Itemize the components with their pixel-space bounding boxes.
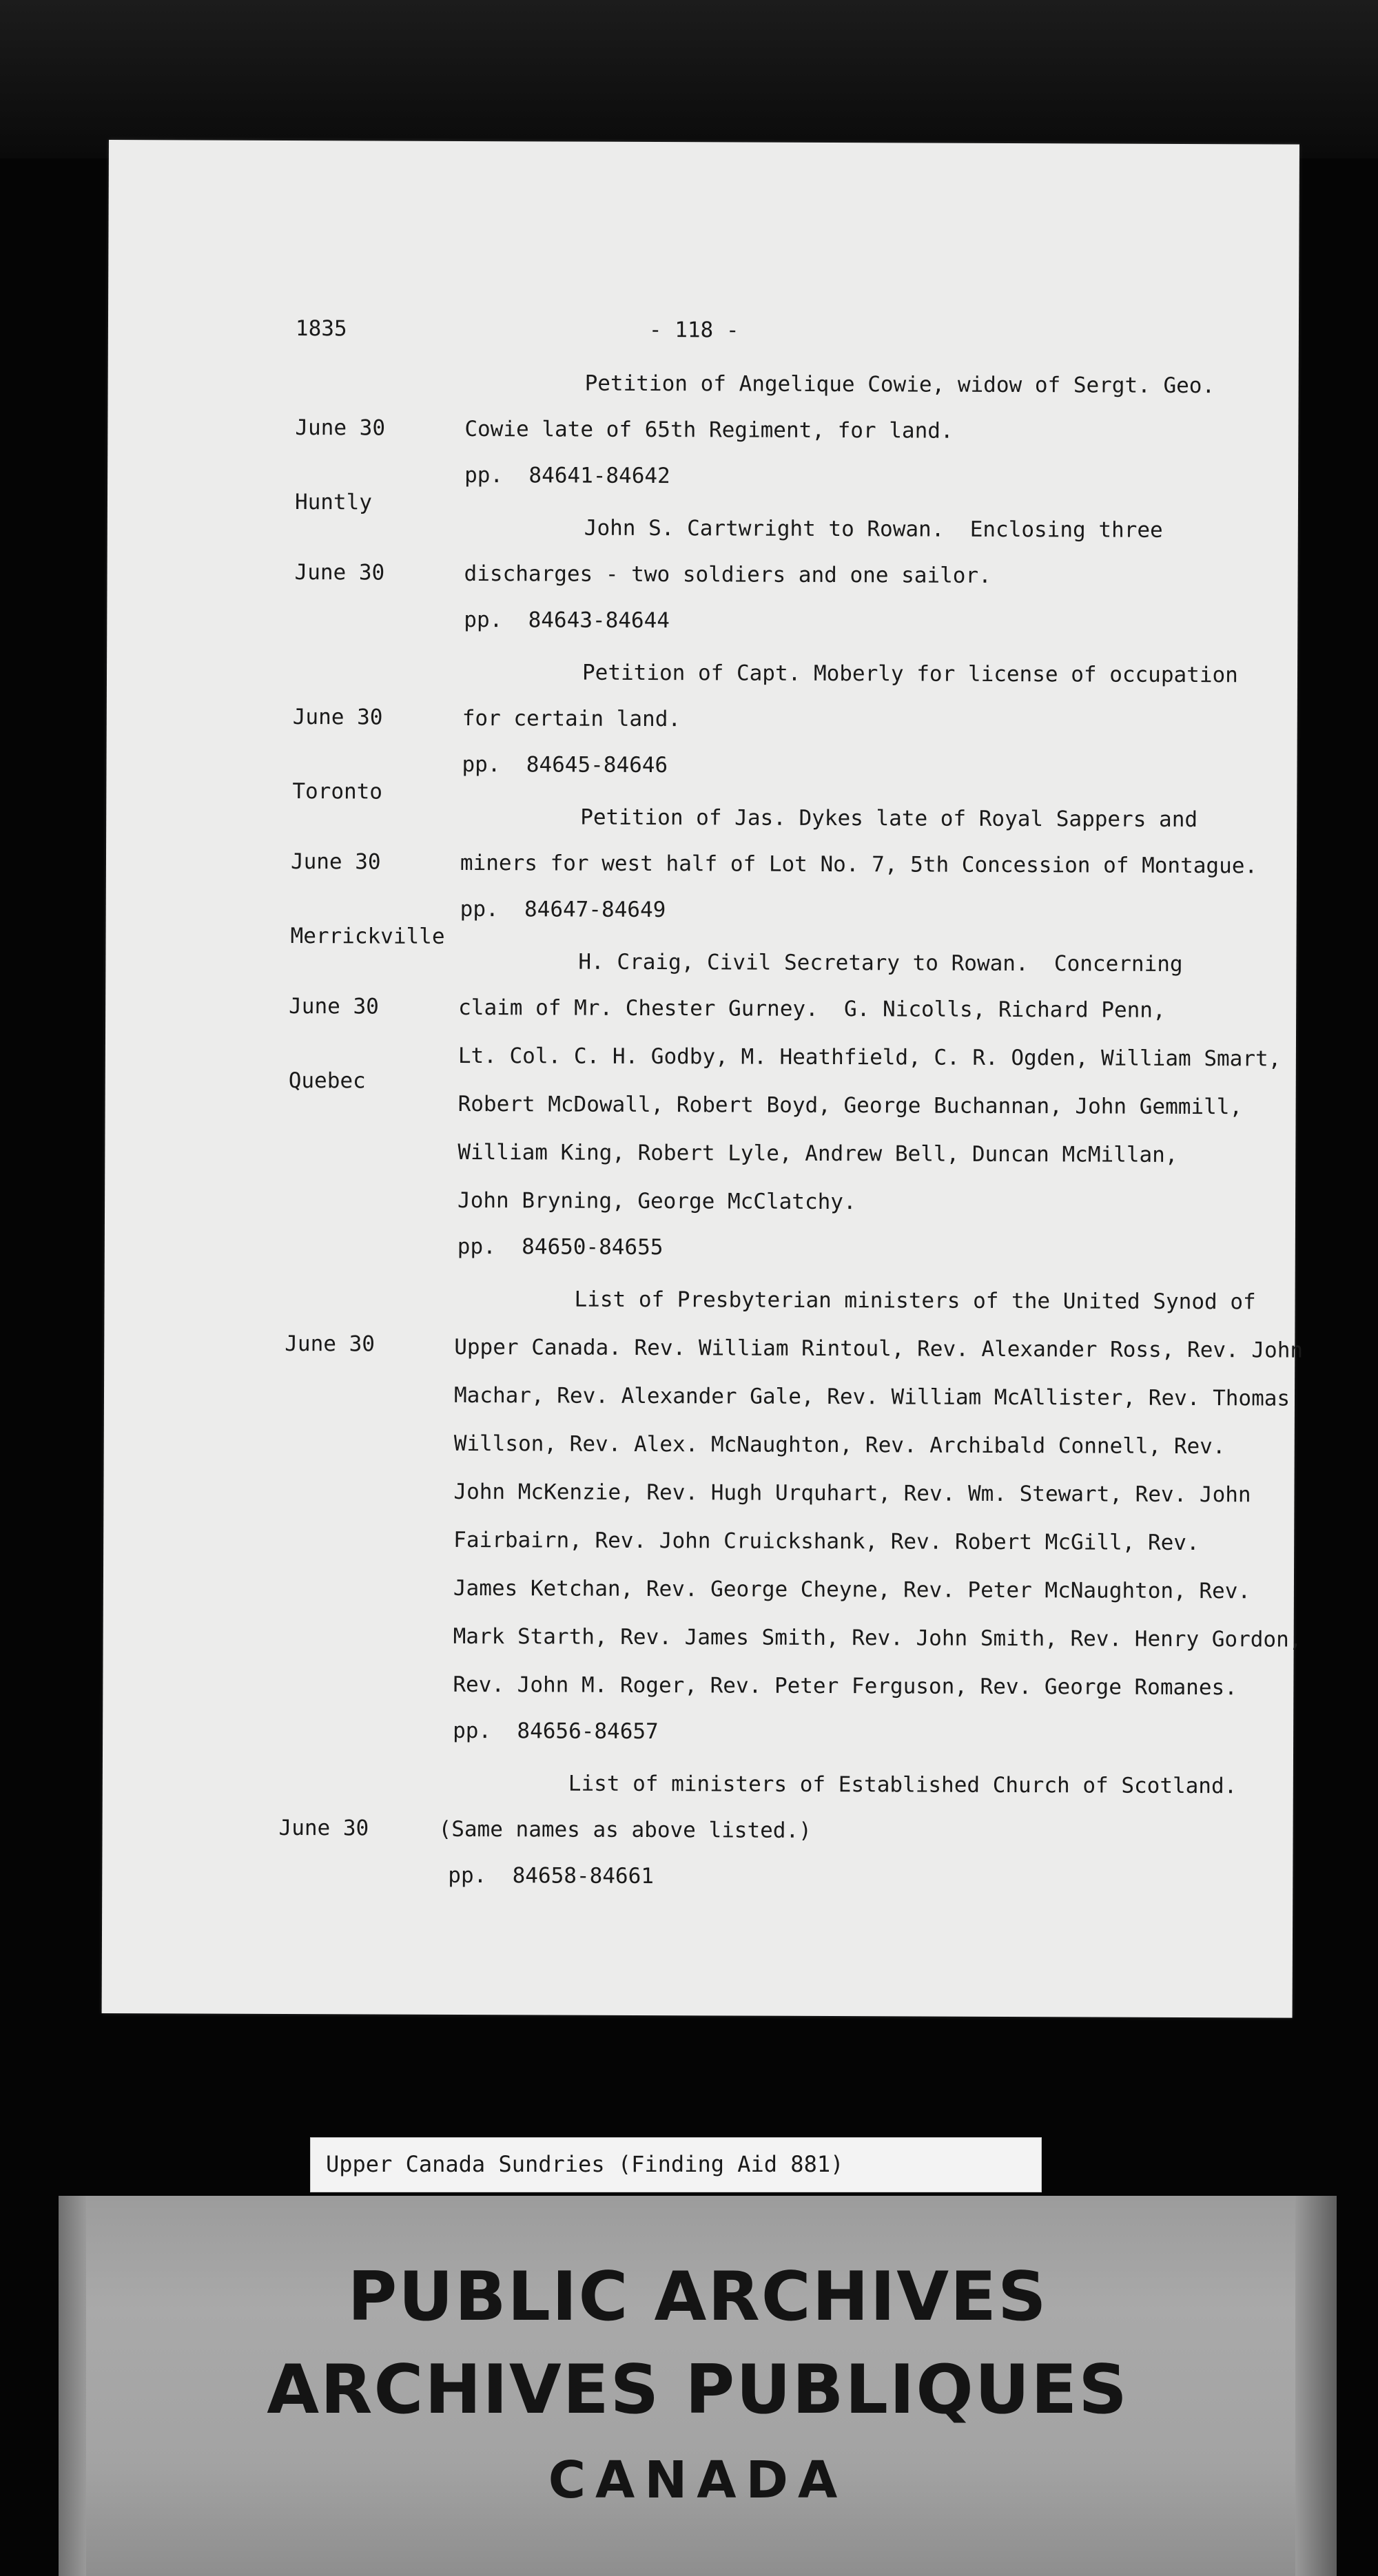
- entry-date: [288, 944, 379, 1143]
- scan-background: [0, 0, 1378, 158]
- banner-title-french: ARCHIVES PUBLIQUES: [267, 2351, 1129, 2429]
- entry-date-text: June 30: [289, 994, 379, 1019]
- document-page: [102, 140, 1304, 2018]
- entry-date-text: June 30: [292, 705, 383, 730]
- entry-text-line: John S. Cartwright to Rowan. Enclosing three: [584, 515, 1163, 543]
- entry-text-line: Lt. Col. C. H. Godby, M. Heathfield, C. R. Ogden, William Smart,: [457, 1043, 1282, 1072]
- entry-date-text: June 30: [294, 560, 385, 585]
- banner-title-english: PUBLIC ARCHIVES: [347, 2258, 1048, 2336]
- entry-pages: pp. 84647-84649: [460, 896, 666, 923]
- entry-date: [294, 510, 384, 635]
- entry-text-line: Petition of Angelique Cowie, widow of Sergt. Geo.: [584, 371, 1215, 399]
- entry-date-text: June 30: [290, 849, 381, 875]
- entry-pages: pp. 84656-84657: [453, 1718, 659, 1745]
- entry-place-text: Merrickville: [290, 924, 445, 949]
- entry-text-line: Fairbairn, Rev. John Cruickshank, Rev. Robert McGill, Rev.: [453, 1527, 1200, 1556]
- page-number: - 118 -: [648, 318, 739, 343]
- entry-date-text: June 30: [278, 1815, 369, 1841]
- entry-date-text: June 30: [295, 415, 386, 441]
- banner-country: CANADA: [548, 2451, 847, 2510]
- entry-text-line: discharges - two soldiers and one sailor.: [464, 561, 991, 588]
- entry-pages: pp. 84658-84661: [448, 1862, 655, 1889]
- finding-aid-label-text: Upper Canada Sundries (Finding Aid 881): [326, 2151, 844, 2177]
- entry-text-line: James Ketchan, Rev. George Cheyne, Rev. Peter McNaughton, Rev.: [453, 1575, 1251, 1604]
- entry-date-text: June 30: [285, 1331, 376, 1357]
- finding-aid-label: [310, 2137, 1042, 2192]
- entry-pages: pp. 84643-84644: [464, 607, 670, 634]
- entry-text-line: Willson, Rev. Alex. McNaughton, Rev. Archibald Connell, Rev.: [453, 1431, 1226, 1460]
- entry-text-line: Machar, Rev. Alexander Gale, Rev. William McAllister, Rev. Thomas: [453, 1382, 1290, 1411]
- entry-place-text: Quebec: [288, 1068, 366, 1094]
- entry-pages: pp. 84645-84646: [462, 751, 668, 778]
- entry-pages: pp. 84650-84655: [457, 1234, 664, 1260]
- entry-pages: pp. 84641-84642: [464, 462, 670, 489]
- document-year: 1835: [295, 316, 347, 342]
- entry-text-line: Cowie late of 65th Regiment, for land.: [464, 416, 954, 444]
- entry-text-line: List of Presbyterian ministers of the United Synod of: [574, 1287, 1256, 1315]
- entry-date: [278, 1766, 369, 1891]
- entry-text-line: Petition of Jas. Dykes late of Royal Sappers and: [580, 804, 1198, 833]
- entry-text-line: (Same names as above listed.): [438, 1816, 812, 1843]
- entry-text-line: John McKenzie, Rev. Hugh Urquhart, Rev. Wm. Stewart, Rev. John: [453, 1479, 1251, 1508]
- entry-text-line: List of ministers of Established Church of Scotland.: [568, 1771, 1237, 1799]
- entry-place-text: Huntly: [294, 490, 373, 515]
- entry-text-line: Petition of Capt. Moberly for license of occupation: [582, 660, 1238, 688]
- entry-text-line: Mark Starth, Rev. James Smith, Rev. John Smith, Rev. Henry Gordon,: [453, 1623, 1302, 1652]
- entry-text-line: Upper Canada. Rev. William Rintoul, Rev. Alexander Ross, Rev. John: [454, 1334, 1304, 1363]
- entry-text-line: Rev. John M. Roger, Rev. Peter Ferguson, Rev. George Romanes.: [453, 1672, 1237, 1701]
- archives-banner: [59, 2196, 1337, 2576]
- entry-text-line: Robert McDowall, Robert Boyd, George Buchannan, John Gemmill,: [457, 1091, 1243, 1120]
- entry-text-line: H. Craig, Civil Secretary to Rowan. Concerning: [578, 949, 1183, 977]
- entry-text-line: William King, Robert Lyle, Andrew Bell, Duncan McMillan,: [457, 1139, 1178, 1167]
- entry-text-line: miners for west half of Lot No. 7, 5th Concession of Montague.: [460, 850, 1258, 879]
- entry-text-line: John Bryning, George McClatchy.: [457, 1187, 856, 1215]
- entry-place-text: Toronto: [292, 779, 383, 804]
- entry-text-line: for certain land.: [462, 705, 681, 732]
- entry-date: [285, 1282, 375, 1406]
- entry-text-line: claim of Mr. Chester Gurney. G. Nicolls, Richard Penn,: [458, 995, 1166, 1023]
